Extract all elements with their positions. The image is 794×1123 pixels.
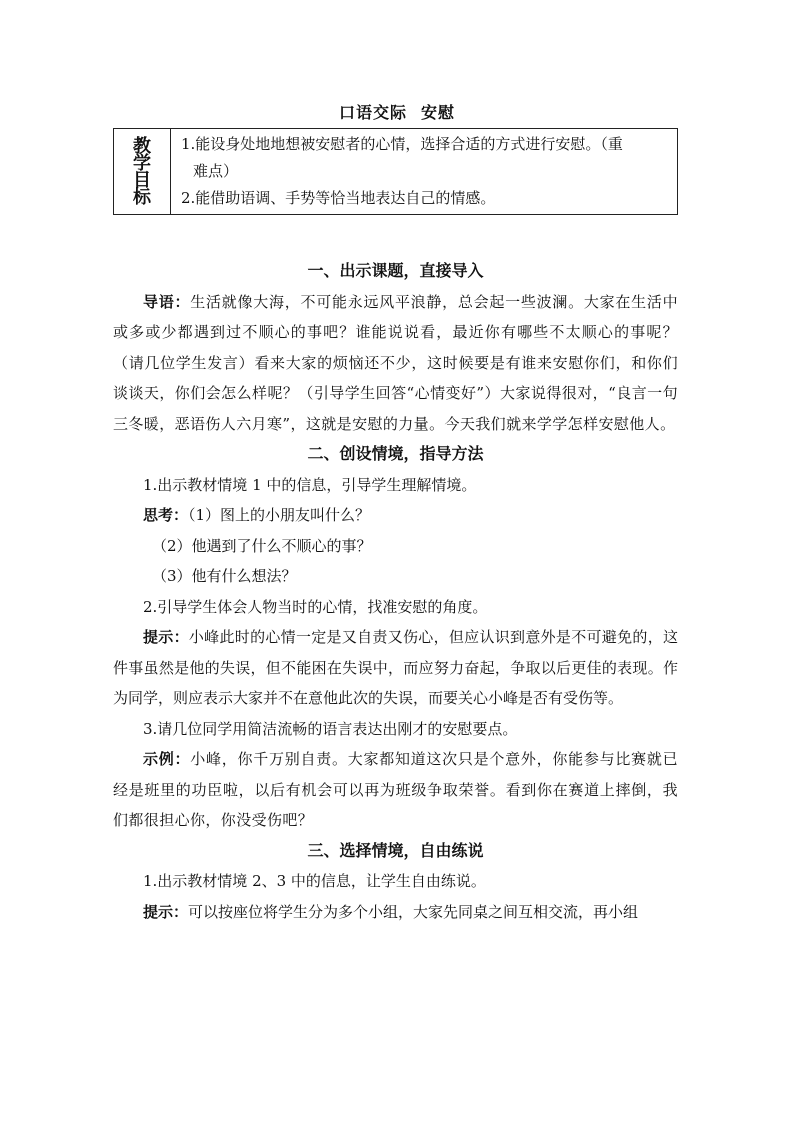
tip-label: 提示： (143, 628, 189, 646)
goal-item-1-cont: 难点） (193, 162, 239, 180)
example-text: 小峰，你千万别自责。大家都知道这次只是个意外，你能参与比赛就已经是班里的功臣啦，以后有机会可以再为班级争取荣誉。看到你在赛道上摔倒，我们都很担心你，你没受伤吧？ (113, 750, 679, 829)
tip-label: 提示： (143, 902, 189, 921)
question-3: （3）他有什么想法？ (152, 567, 297, 585)
question-1: （1）图上的小朋友叫什么？ (188, 506, 371, 524)
example-label: 示例： (143, 750, 191, 768)
intro-text: 生活就像大海，不可能永远风平浪静，总会起一些波澜。大家在生活中或多或少都遇到过不顺心的事吧？谁能说说看，最近你有哪些不太顺心的事呢？（请几位学生发言）看来大家的烦恼还不少，这时候要是有谁来安慰你们，和你们谈谈天，你们会怎么样呢？（引导学生回答“心情变好”）大家说得很对，“良言一句三冬暖，恶语伤人六月寒”，这就是安慰的力量。今天我们就来学学怎样安慰他人。 (113, 292, 679, 433)
think-label: 思考： (143, 506, 189, 524)
tip-paragraph (113, 897, 678, 928)
section-heading: 二、创设情境，指导方法 (307, 444, 484, 463)
intro-paragraph (113, 287, 678, 440)
goal-item-1: 1.能设身处地地想被安慰者的心情，选择合适的方式进行安慰。（重 (181, 135, 623, 153)
section-heading: 三、选择情境，自由练说 (307, 840, 484, 860)
goals-header (114, 129, 171, 215)
step-text: 1.出示教材情境 1 中的信息，引导学生理解情境。 (143, 475, 477, 494)
page-title (0, 100, 794, 123)
lesson-content (113, 256, 678, 927)
tip-paragraph (113, 622, 678, 714)
question-2: （2）他遇到了什么不顺心的事？ (152, 536, 372, 555)
goals-body (171, 129, 678, 215)
intro-label: 导语： (143, 292, 191, 311)
think-line (113, 500, 678, 531)
teaching-goals-table (113, 128, 678, 215)
goal-item-2: 2.能借助语调、手势等恰当地表达自己的情感。 (181, 189, 496, 207)
goals-header-char: 教 (133, 135, 151, 157)
tip-text: 小峰此时的心情一定是又自责又伤心，但应认识到意外是不可避免的，这件事虽然是他的失误，但不能困在失误中，而应努力奋起，争取以后更佳的表现。作为同学，则应表示大家并不在意他此次的失误，而要关心小峰是否有受伤等。 (113, 628, 678, 707)
goals-header-char: 标 (133, 186, 151, 208)
step-text: 1.出示教材情境 2、3 中的信息，让学生自由练说。 (143, 872, 486, 890)
goals-header-char: 目 (133, 169, 151, 191)
example-paragraph (113, 744, 678, 836)
goals-header-char: 学 (133, 152, 151, 174)
title-main: 口语交际 (338, 103, 407, 122)
step-text: 2.引导学生体会人物当时的心情，找准安慰的角度。 (143, 597, 488, 616)
title-topic: 安慰 (421, 103, 456, 122)
step-text: 3.请几位同学用简洁流畅的语言表达出刚才的安慰要点。 (143, 719, 518, 738)
section-heading: 一、出示课题，直接导入 (307, 261, 484, 280)
tip-text: 可以按座位将学生分为多个小组，大家先同桌之间互相交流，再小组 (188, 902, 639, 921)
